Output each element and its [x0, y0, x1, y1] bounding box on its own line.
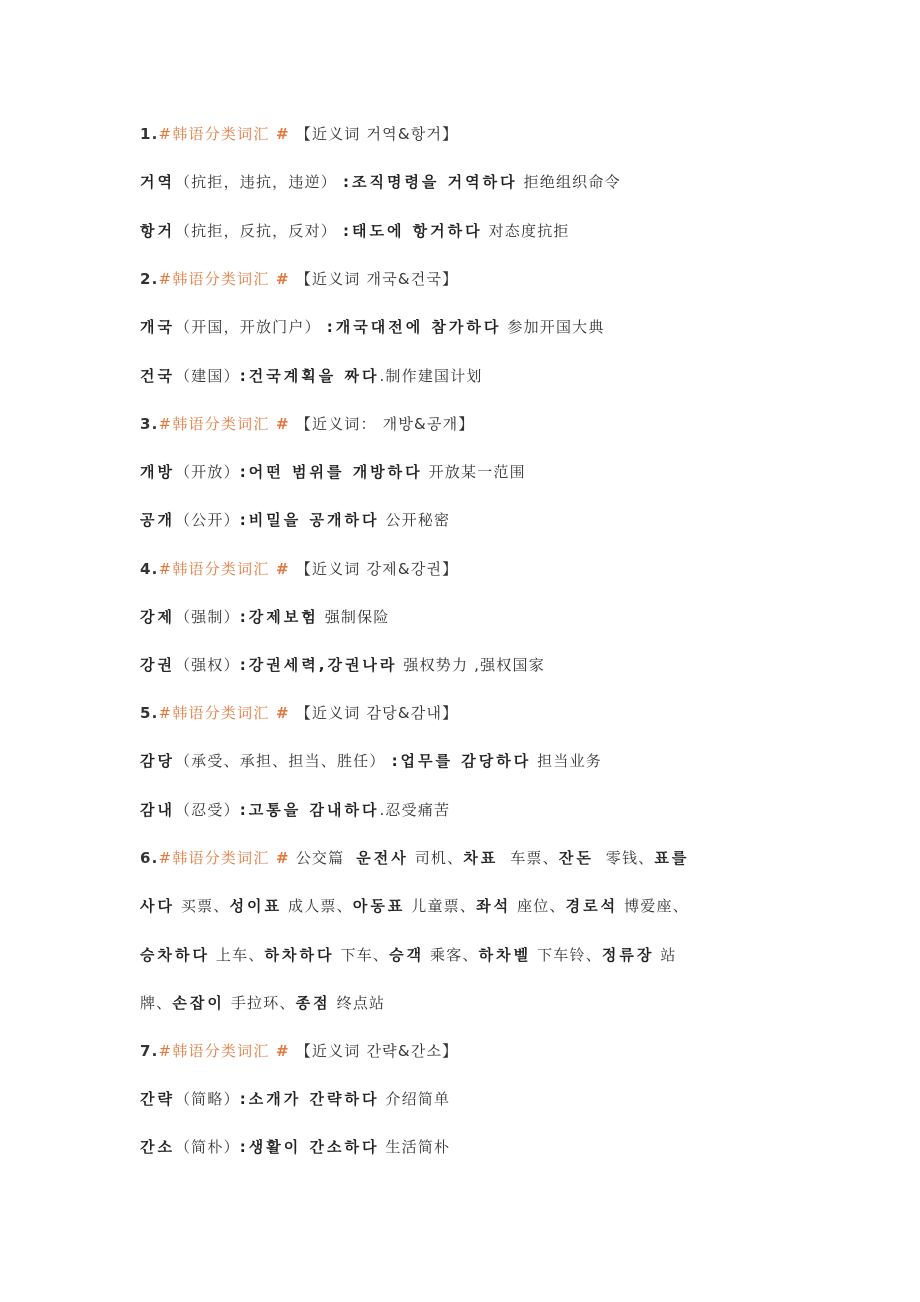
chinese-gloss: 成人票、: [282, 897, 353, 915]
korean-term: 잔돈: [558, 849, 594, 867]
vocab-entry: 간소（简朴）:생활이 간소하다 生活简朴: [140, 1138, 451, 1156]
hashtag-link[interactable]: #韩语分类词汇: [158, 704, 270, 722]
section-heading-7: 7.#韩语分类词汇 # 【近义词 간략&간소】: [140, 1042, 459, 1060]
chinese-gloss: 下车、: [334, 946, 390, 964]
chinese-gloss: 牌、: [140, 994, 173, 1012]
korean-term: 하차하다: [264, 946, 335, 964]
chinese-gloss: 车票、: [498, 849, 559, 867]
vocab-entry: 거역（抗拒，违抗，违逆） :조직명령을 거역하다 拒绝组织命令: [140, 173, 621, 191]
korean-term: 성이표: [229, 897, 283, 915]
chinese-gloss: 座位、: [511, 897, 566, 915]
vocab-entry: 개방（开放）:어떤 범위를 개방하다 开放某一范围: [140, 463, 526, 481]
vocab-run-line: [140, 943, 677, 967]
korean-term: 종점: [295, 994, 331, 1012]
vocab-entry: 건국（建国）:건국계획을 짜다.制作建国计划: [140, 367, 483, 385]
chinese-gloss: 零钱、: [593, 849, 655, 867]
vocab-run-line: [140, 894, 689, 918]
chinese-gloss: 司机、: [408, 849, 464, 867]
korean-term: 좌석: [476, 897, 512, 915]
korean-term: 손잡이: [172, 994, 225, 1012]
section-heading-4: 4.#韩语分类词汇 # 【近义词 강제&강권】: [140, 560, 459, 578]
korean-term: 경로석: [565, 897, 619, 915]
vocab-entry: 강권（强权）:강권세력,강권나라 强权势力 ,强权国家: [140, 656, 545, 674]
vocab-entry: 간략（简略）:소개가 간략하다 介绍简单: [140, 1090, 451, 1108]
korean-term: 운전사: [356, 849, 409, 867]
chinese-gloss: 博爱座、: [618, 897, 689, 915]
korean-term: 승객: [389, 946, 425, 964]
chinese-gloss: 乘客、: [424, 946, 479, 964]
korean-term: 표를: [654, 849, 690, 867]
hashtag-link[interactable]: #韩语分类词汇: [158, 125, 270, 143]
hashtag-link[interactable]: #韩语分类词汇: [158, 270, 270, 288]
vocab-run-line: [140, 991, 385, 1015]
section-heading-1: 1.#韩语分类词汇 # 【近义词 거역&항거】: [140, 125, 459, 143]
chinese-gloss: 站: [654, 946, 677, 964]
chinese-gloss: 上车、: [209, 946, 265, 964]
vocab-entry: 개국（开国，开放门户） :개국대전에 참가하다 参加开国大典: [140, 318, 605, 336]
hashtag-link[interactable]: #韩语分类词汇: [158, 1042, 270, 1060]
section-heading-6: 6.#韩语分类词汇 # 公交篇 운전사 司机、차표 车票、잔돈 零钱、표를: [140, 849, 690, 867]
chinese-gloss: 下车铃、: [531, 946, 602, 964]
chinese-gloss: 终点站: [330, 994, 386, 1012]
vocab-entry: 감당（承受、承担、担当、胜任） :업무를 감당하다 担当业务: [140, 752, 602, 770]
korean-term: 차표: [463, 849, 499, 867]
vocab-entry: 강제（强制）:강제보험 强制保险: [140, 608, 390, 626]
korean-term: 하차벨: [478, 946, 532, 964]
chinese-gloss: 买票、: [174, 897, 230, 915]
korean-term: 승차하다: [140, 946, 210, 964]
section-heading-5: 5.#韩语分类词汇 # 【近义词 감당&감내】: [140, 704, 459, 722]
chinese-gloss: 儿童票、: [405, 897, 477, 915]
hashtag-link[interactable]: #韩语分类词汇: [158, 415, 270, 433]
section-heading-2: 2.#韩语分类词汇 # 【近义词 개국&건국】: [140, 270, 459, 288]
vocab-run: [356, 849, 689, 867]
section-heading-3: 3.#韩语分类词汇 # 【近义词： 개방&공개】: [140, 415, 475, 433]
korean-term: 정류장: [601, 946, 655, 964]
vocab-entry: 항거（抗拒，反抗，反对） :태도에 항거하다 对态度抗拒: [140, 222, 570, 240]
chinese-gloss: 手拉环、: [224, 994, 296, 1012]
vocab-entry: 감내（忍受）:고통을 감내하다.忍受痛苦: [140, 801, 451, 819]
korean-term: 사다: [140, 897, 175, 915]
hashtag-link[interactable]: #韩语分类词汇: [158, 560, 270, 578]
hashtag-link[interactable]: #韩语分类词汇: [158, 849, 270, 867]
vocab-entry: 공개（公开）:비밀을 공개하다 公开秘密: [140, 511, 451, 529]
korean-term: 아동표: [352, 897, 406, 915]
